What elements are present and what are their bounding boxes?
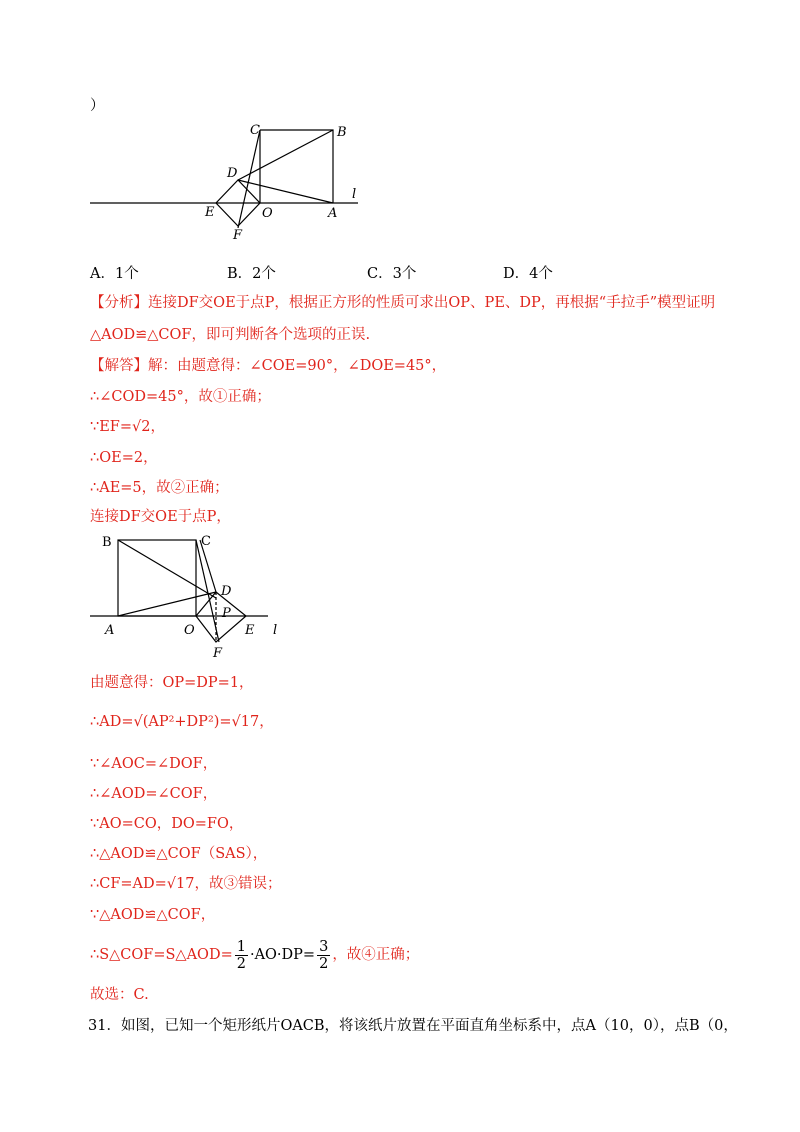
option-d: D．4个: [503, 266, 553, 282]
solution-step-5: ∴AE=5，故②正确；: [90, 480, 229, 496]
continued-paren: ）: [90, 98, 105, 114]
figure-1: [90, 118, 380, 243]
label-E: E: [205, 205, 215, 220]
question-31: 31．如图，已知一个矩形纸片OACB，将该纸片放置在平面直角坐标系中，点A（10，0），点B（0，: [88, 1018, 738, 1034]
label-l: l: [273, 623, 278, 638]
label-O: O: [184, 623, 195, 638]
small-square: [196, 592, 246, 642]
label-A: A: [328, 206, 338, 221]
solution-step-10: ∴∠AOD=∠COF，: [90, 786, 218, 802]
option-c: C．3个: [367, 266, 417, 282]
solution-step-2: ∴∠COD=45°，故①正确；: [90, 389, 271, 405]
label-F: F: [213, 646, 223, 661]
area-equation-mid: ·AO·DP=: [249, 947, 316, 963]
solution-step-4: ∴OE=2，: [90, 450, 158, 466]
solution-step-11: ∵AO=CO，DO=FO，: [90, 816, 244, 832]
label-E: E: [245, 623, 255, 638]
option-a: A．1个: [90, 266, 139, 282]
area-equation-start: ∴S△COF=S△AOD=: [90, 947, 233, 963]
analysis-line-2: △AOD≌△COF，即可判断各个选项的正误.: [90, 327, 371, 343]
solution-step-7: 由题意得：OP=DP=1，: [90, 675, 254, 691]
label-O: O: [262, 206, 273, 221]
solution-step-1: 【解答】解：由题意得：∠COE=90°，∠DOE=45°，: [90, 358, 447, 374]
label-l: l: [352, 187, 357, 202]
label-A: A: [105, 623, 115, 638]
solution-step-3: ∵EF=√2，: [90, 419, 165, 435]
label-F: F: [233, 228, 243, 243]
label-C: C: [201, 534, 211, 549]
label-B: B: [102, 535, 112, 550]
label-P: P: [222, 606, 231, 621]
label-C: C: [250, 123, 260, 138]
rectangle-AOCB: [118, 540, 196, 616]
area-equation-end: ，故④正确；: [332, 947, 420, 963]
figure-2: [90, 532, 290, 662]
solution-conclusion: 故选：C.: [90, 987, 149, 1003]
solution-step-8: ∴AD=√(AP²+DP²)=√17，: [90, 714, 274, 730]
option-b: B．2个: [227, 266, 276, 282]
analysis-line-1: 【分析】连接DF交OE于点P，根据正方形的性质可求出OP、PE、DP，再根据“手拉手”模型证明: [90, 295, 716, 311]
solution-step-6: 连接DF交OE于点P，: [90, 509, 231, 525]
label-D: D: [221, 584, 232, 599]
label-D: D: [227, 166, 238, 181]
solution-step-12: ∴△AOD≌△COF（SAS），: [90, 846, 268, 862]
solution-step-13: ∴CF=AD=√17，故③错误；: [90, 876, 282, 892]
fraction-three-halves: $\frac{3}{2}$: [319, 938, 329, 972]
solution-step-14: ∵△AOD≌△COF，: [90, 907, 216, 923]
square-side: [260, 130, 333, 203]
fraction-one-half: $\frac{1}{2}$: [236, 938, 246, 972]
label-B: B: [337, 125, 347, 140]
solution-step-15: [90, 938, 419, 972]
solution-step-9: ∵∠AOC=∠DOF，: [90, 756, 218, 772]
